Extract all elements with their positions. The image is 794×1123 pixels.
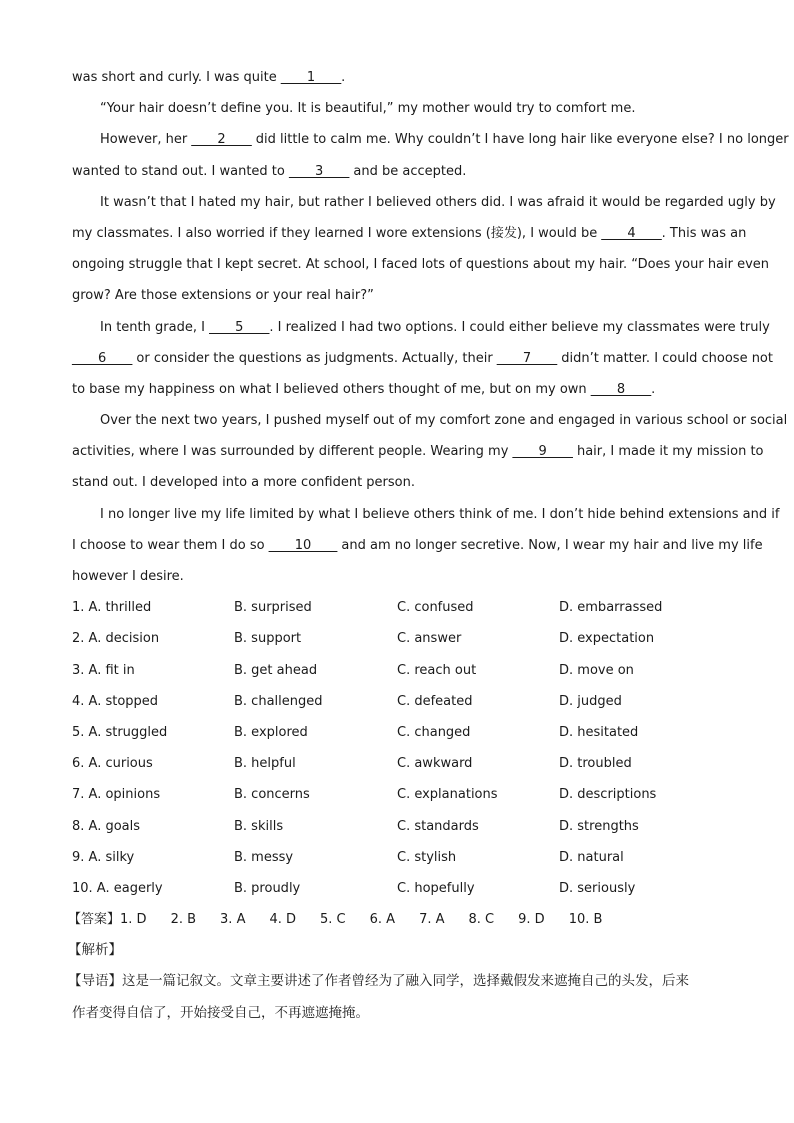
answer-item: 5. C	[320, 912, 346, 928]
q9-option-b: B. messy	[234, 849, 294, 865]
text: activities, where I was surrounded by different people. Wearing my	[72, 444, 513, 460]
text: and am no longer secretive. Now, I wear my hair and live my life	[337, 537, 763, 553]
text: however I desire.	[72, 569, 184, 584]
blank-2: ____2____	[191, 132, 252, 148]
text: . This was an	[661, 225, 747, 241]
text: . I realized I had two options. I could either believe my classmates were truly	[269, 319, 770, 335]
passage-line-7	[72, 249, 770, 280]
text: stand out. I developed into a more confident person.	[72, 475, 416, 491]
passage-line-3	[72, 124, 789, 155]
answer-item: 4. D	[269, 912, 297, 928]
blank-8: ____8____	[590, 381, 652, 397]
text: or consider the questions as judgments. Actually, their	[132, 350, 497, 366]
q3-option-b: B. get ahead	[234, 662, 318, 678]
q10-option-b: B. proudly	[234, 880, 301, 896]
text: grow? Are those extensions or your real hair?”	[72, 288, 374, 304]
q10-option-d: D. seriously	[559, 880, 636, 896]
q5-option-c: C. changed	[397, 724, 471, 740]
answer-item: 2. B	[170, 912, 197, 928]
text: to base my happiness on what I believed others thought of me, but on my own	[72, 381, 591, 397]
q9-option-a: 9. A. silky	[72, 849, 135, 865]
q4-option-d: D. judged	[559, 693, 622, 709]
passage-line-15	[72, 499, 780, 530]
q6-option-b: B. helpful	[234, 756, 296, 772]
answer-item: 10. B	[568, 912, 603, 928]
q2-option-a: 2. A. decision	[72, 631, 160, 647]
text: hair, I made it my mission to	[572, 444, 764, 460]
text: I choose to wear them I do so	[72, 537, 269, 553]
answer-item: 8. C	[468, 912, 495, 928]
q7-option-d: D. descriptions	[559, 787, 657, 803]
q2-option-d: D. expectation	[559, 631, 655, 647]
text: .	[341, 70, 346, 85]
q5-option-d: D. hesitated	[559, 724, 639, 740]
answer-item: 6. A	[369, 912, 396, 928]
text: ongoing struggle that I kept secret. At school, I faced lots of questions about my hair. “Does your hair even	[72, 257, 770, 273]
analysis-tag: 【解析】	[68, 942, 122, 959]
passage-line-16	[72, 530, 763, 561]
answer-item: 1. D	[120, 912, 147, 928]
passage-line-12	[72, 405, 788, 436]
text: did little to calm me. Why couldn’t I have long hair like everyone else? I no longer	[251, 132, 789, 148]
answer-key	[68, 904, 722, 935]
guide-line-2	[72, 998, 722, 1029]
q6-option-c: C. awkward	[397, 756, 473, 772]
q6-option-a: 6. A. curious	[72, 756, 153, 772]
passage-line-1	[72, 62, 722, 93]
guide-tag: 【导语】	[68, 973, 122, 990]
blank-5: ____5____	[209, 319, 270, 335]
blank-10: ____10____	[268, 537, 338, 553]
q7-option-c: C. explanations	[397, 787, 498, 803]
text: my classmates. I also worried if they learned I wore extensions (接发), I would be	[72, 225, 602, 241]
blank-9: ____9____	[512, 444, 573, 460]
passage-line-5	[72, 187, 776, 218]
passage-line-13	[72, 436, 764, 467]
passage-line-10	[72, 343, 773, 374]
text: .	[651, 381, 656, 397]
text: didn’t matter. I could choose not	[557, 350, 773, 366]
q4-option-a: 4. A. stopped	[72, 693, 159, 709]
text: However, her	[100, 132, 192, 148]
text: Over the next two years, I pushed myself out of my comfort zone and engaged in various school or social	[100, 413, 788, 429]
answer-tag: 【答案】	[68, 912, 121, 928]
q6-option-d: D. troubled	[559, 756, 632, 772]
q10-option-a: 10. A. eagerly	[72, 880, 163, 896]
analysis-heading	[68, 935, 722, 966]
q9-option-d: D. natural	[559, 849, 624, 865]
passage-line-9	[72, 312, 770, 343]
blank-3: ____3____	[288, 163, 350, 179]
text: wanted to stand out. I wanted to	[72, 163, 289, 179]
answer-item: 3. A	[220, 912, 246, 928]
guide-line-1	[68, 966, 722, 997]
blank-4: ____4____	[601, 225, 662, 241]
q8-option-b: B. skills	[234, 818, 284, 834]
passage-line-6	[72, 218, 747, 249]
q10-option-c: C. hopefully	[397, 880, 475, 896]
q1-option-d: D. embarrassed	[559, 600, 663, 616]
guide-paragraph	[68, 966, 722, 1028]
q4-option-c: C. defeated	[397, 693, 473, 709]
q3-option-c: C. reach out	[397, 662, 477, 678]
q8-option-d: D. strengths	[559, 818, 639, 834]
q8-option-a: 8. A. goals	[72, 818, 141, 834]
q8-option-c: C. standards	[397, 818, 479, 834]
passage-line-17	[72, 561, 722, 592]
q1-option-a: 1. A. thrilled	[72, 600, 152, 616]
answer-item: 7. A	[419, 912, 445, 928]
passage-line-11	[72, 374, 722, 405]
passage-line-8	[72, 280, 722, 311]
guide-text-1: 这是一篇记叙文。文章主要讲述了作者曾经为了融入同学，选择戴假发来遮掩自己的头发，后来	[122, 973, 689, 990]
question-options	[72, 592, 722, 904]
passage-line-14	[72, 467, 722, 498]
text: It wasn’t that I hated my hair, but rather I believed others did. I was afraid it would be regarded ugly by	[100, 194, 776, 210]
text: was short and curly. I was quite	[72, 70, 281, 85]
text: I no longer live my life limited by what I believe others think of me. I don’t hide behind extensions and if	[100, 506, 780, 522]
text: “Your hair doesn’t define you. It is beautiful,” my mother would try to comfort me.	[100, 101, 636, 117]
q1-option-b: B. surprised	[234, 600, 312, 616]
passage-line-4	[72, 156, 722, 187]
q7-option-a: 7. A. opinions	[72, 787, 161, 803]
document-page	[68, 62, 789, 1029]
blank-7: ____7____	[496, 350, 558, 366]
q4-option-b: B. challenged	[234, 693, 323, 709]
q5-option-a: 5. A. struggled	[72, 724, 168, 740]
q3-option-d: D. move on	[559, 662, 634, 678]
q5-option-b: B. explored	[234, 724, 308, 740]
q9-option-c: C. stylish	[397, 849, 457, 865]
answer-item: 9. D	[518, 912, 545, 928]
text: and be accepted.	[349, 163, 467, 179]
guide-text-2: 作者变得自信了，开始接受自己，不再遮遮掩掩。	[72, 1004, 369, 1021]
q2-option-c: C. answer	[397, 631, 462, 647]
text: In tenth grade, I	[100, 319, 210, 335]
q3-option-a: 3. A. fit in	[72, 662, 135, 678]
q2-option-b: B. support	[234, 631, 302, 647]
q1-option-c: C. confused	[397, 600, 474, 616]
q7-option-b: B. concerns	[234, 787, 310, 803]
blank-6: ____6____	[72, 350, 133, 366]
passage-line-2	[72, 93, 722, 124]
blank-1: ____1____	[280, 70, 342, 85]
